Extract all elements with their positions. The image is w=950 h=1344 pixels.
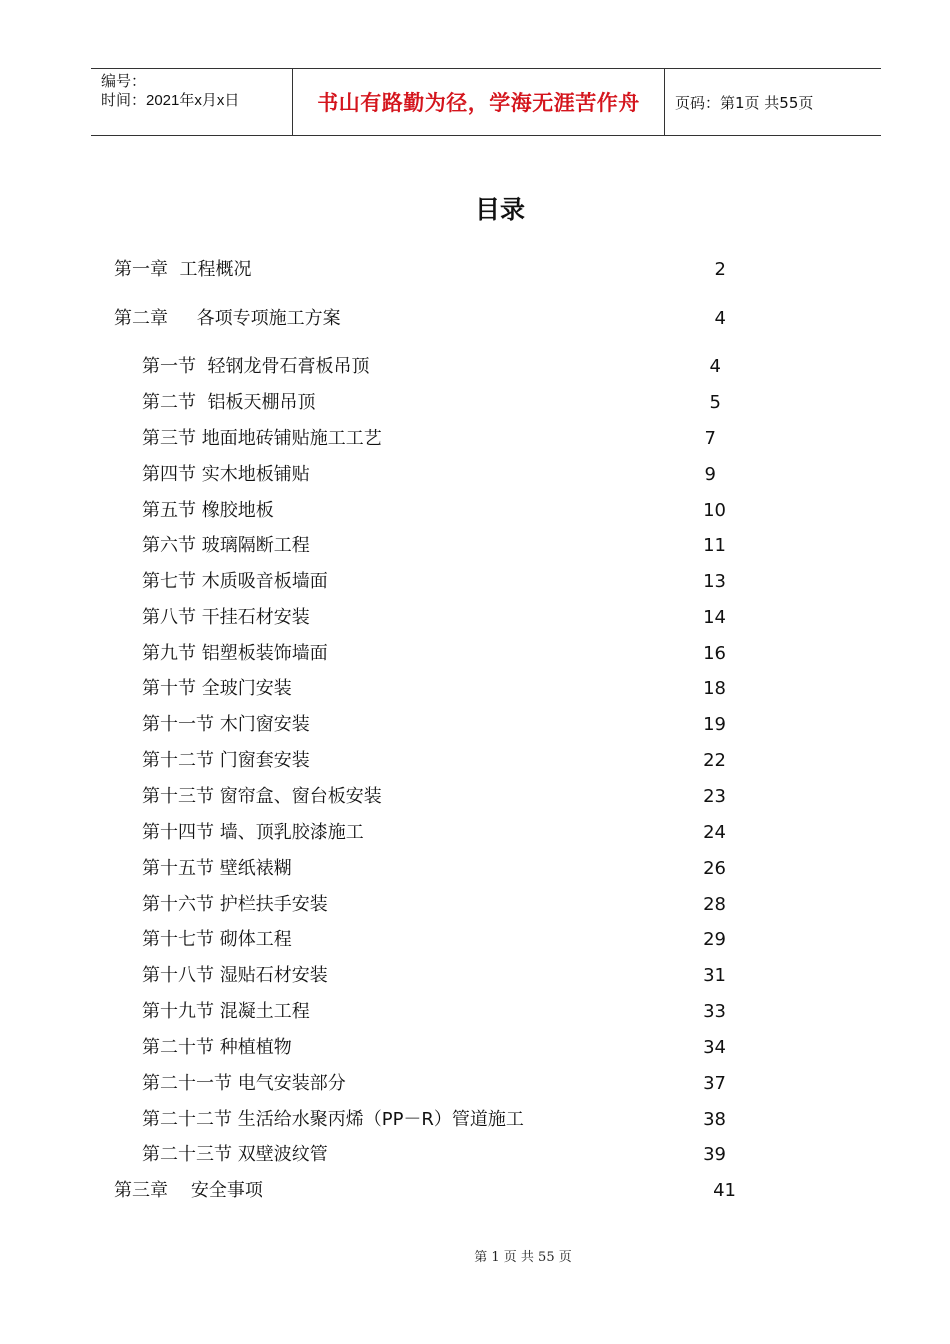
toc-section-row[interactable] bbox=[142, 785, 782, 811]
toc-entry-label: 第二章 各项专项施工方案 bbox=[114, 308, 341, 329]
toc-section-row[interactable] bbox=[142, 427, 782, 453]
toc-page-number: 18 bbox=[703, 678, 726, 699]
toc-section-row[interactable] bbox=[142, 570, 782, 596]
toc-page-number: 11 bbox=[703, 535, 726, 556]
toc-entry-label: 第十一节 木门窗安装 bbox=[142, 714, 310, 735]
toc-chapter-row[interactable] bbox=[114, 1179, 754, 1205]
toc-section-row[interactable] bbox=[142, 1143, 782, 1169]
toc-page-number: 39 bbox=[703, 1144, 726, 1165]
toc-entry-label: 第八节 干挂石材安装 bbox=[142, 607, 310, 628]
toc-entry-label: 第十八节 湿贴石材安装 bbox=[142, 965, 328, 986]
toc-page-number: 28 bbox=[703, 894, 726, 915]
toc-page-number: 13 bbox=[703, 571, 726, 592]
header-slogan: 书山有路勤为径，学海无涯苦作舟 bbox=[293, 69, 665, 135]
toc-page-number: 14 bbox=[703, 607, 726, 628]
toc-page-number: 26 bbox=[703, 858, 726, 879]
toc-section-row[interactable] bbox=[142, 821, 782, 847]
toc-page-number: 41 bbox=[713, 1180, 736, 1201]
toc-entry-label: 第一章 工程概况 bbox=[114, 259, 252, 280]
toc-section-row[interactable] bbox=[142, 642, 782, 668]
toc-entry-label: 第四节 实木地板铺贴 bbox=[142, 464, 310, 485]
toc-page-number: 7 bbox=[704, 428, 716, 449]
toc-page-number: 19 bbox=[703, 714, 726, 735]
toc-page-number: 23 bbox=[703, 786, 726, 807]
toc-page-number: 2 bbox=[714, 259, 726, 280]
toc-section-row[interactable] bbox=[142, 463, 782, 489]
toc-entry-label: 第二十二节 生活给水聚丙烯（PP－R）管道施工 bbox=[142, 1109, 524, 1130]
toc-section-row[interactable] bbox=[142, 1036, 782, 1062]
toc-entry-label: 第十七节 砌体工程 bbox=[142, 929, 292, 950]
toc-entry-label: 第六节 玻璃隔断工程 bbox=[142, 535, 310, 556]
toc-page-number: 31 bbox=[703, 965, 726, 986]
page-footer: 第 1 页 共 55 页 bbox=[474, 1250, 572, 1265]
toc-page-number: 24 bbox=[703, 822, 726, 843]
toc-entry-label: 第十四节 墙、顶乳胶漆施工 bbox=[142, 822, 364, 843]
toc-entry-label: 第一节 轻钢龙骨石膏板吊顶 bbox=[142, 356, 370, 377]
header-page-label: 页码：第1页 共55页 bbox=[675, 93, 814, 112]
toc-chapter-row[interactable] bbox=[114, 307, 754, 333]
toc-section-row[interactable] bbox=[142, 499, 782, 525]
document-number-label: 编号： bbox=[101, 73, 147, 90]
toc-section-row[interactable] bbox=[142, 964, 782, 990]
toc-section-row[interactable] bbox=[142, 749, 782, 775]
toc-page-number: 4 bbox=[709, 356, 721, 377]
toc-entry-label: 第五节 橡胶地板 bbox=[142, 500, 274, 521]
toc-section-row[interactable] bbox=[142, 534, 782, 560]
toc-title: 目录 bbox=[474, 195, 525, 224]
toc-entry-label: 第二十节 种植植物 bbox=[142, 1037, 292, 1058]
toc-page-number: 22 bbox=[703, 750, 726, 771]
toc-section-row[interactable] bbox=[142, 1108, 782, 1134]
toc-page-number: 16 bbox=[703, 643, 726, 664]
toc-page-number: 5 bbox=[709, 392, 721, 413]
toc-entry-label: 第二十三节 双壁波纹管 bbox=[142, 1144, 328, 1165]
toc-section-row[interactable] bbox=[142, 391, 782, 417]
toc-entry-label: 第三节 地面地砖铺贴施工工艺 bbox=[142, 428, 382, 449]
toc-section-row[interactable] bbox=[142, 1000, 782, 1026]
toc-chapter-row[interactable] bbox=[114, 258, 754, 284]
toc-section-row[interactable] bbox=[142, 893, 782, 919]
toc-section-row[interactable] bbox=[142, 355, 782, 381]
toc-entry-label: 第二十一节 电气安装部分 bbox=[142, 1073, 346, 1094]
toc-page-number: 33 bbox=[703, 1001, 726, 1022]
document-time-label: 时间：2021年x月x日 bbox=[101, 92, 240, 109]
toc-entry-label: 第二节 铝板天棚吊顶 bbox=[142, 392, 316, 413]
toc-entry-label: 第九节 铝塑板装饰墙面 bbox=[142, 643, 328, 664]
toc-section-row[interactable] bbox=[142, 1072, 782, 1098]
toc-page-number: 29 bbox=[703, 929, 726, 950]
toc-page-number: 37 bbox=[703, 1073, 726, 1094]
toc-section-row[interactable] bbox=[142, 857, 782, 883]
toc-entry-label: 第十三节 窗帘盒、窗台板安装 bbox=[142, 786, 382, 807]
toc-page-number: 34 bbox=[703, 1037, 726, 1058]
toc-entry-label: 第十二节 门窗套安装 bbox=[142, 750, 310, 771]
toc-entry-label: 第三章 安全事项 bbox=[114, 1180, 263, 1201]
toc-page-number: 10 bbox=[703, 500, 726, 521]
toc-section-row[interactable] bbox=[142, 713, 782, 739]
toc-entry-label: 第十九节 混凝土工程 bbox=[142, 1001, 310, 1022]
toc-page-number: 38 bbox=[703, 1109, 726, 1130]
toc-entry-label: 第七节 木质吸音板墙面 bbox=[142, 571, 328, 592]
toc-section-row[interactable] bbox=[142, 928, 782, 954]
toc-section-row[interactable] bbox=[142, 677, 782, 703]
toc-entry-label: 第十节 全玻门安装 bbox=[142, 678, 292, 699]
toc-entry-label: 第十五节 壁纸裱糊 bbox=[142, 858, 292, 879]
page-header bbox=[91, 68, 881, 136]
toc-page-number: 4 bbox=[714, 308, 726, 329]
header-meta bbox=[91, 69, 293, 135]
toc-page-number: 9 bbox=[704, 464, 716, 485]
toc-section-row[interactable] bbox=[142, 606, 782, 632]
toc-entry-label: 第十六节 护栏扶手安装 bbox=[142, 894, 328, 915]
